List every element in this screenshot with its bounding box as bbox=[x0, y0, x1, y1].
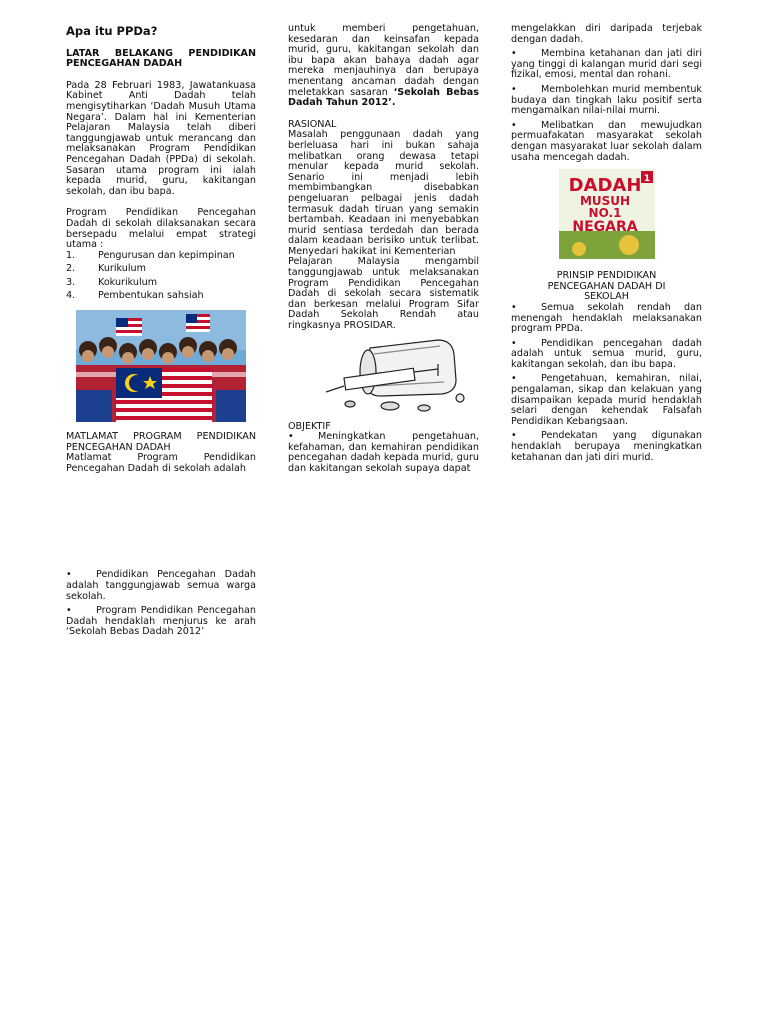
list-item: • Membolehkan murid membentuk budaya dan tingkah laku positif serta mengamalkan nilai-nilai murni. bbox=[511, 83, 702, 117]
paragraph-rasional: Masalah penggunaan dadah yang berleluasa hari ini bukan sahaja melibatkan orang dewasa tetapi menular kepada murid sekolah. Senario ini menjadi lebih membimbangkan disebabkan pengeluaran pelbagai jenis dadah termasuk dadah tiruan yang semakin bertambah. Keadaan ini menyebabkan murid sentiasa terdedah dan berada dalam keadaan berisiko untuk terlibat. Menyedari hakikat ini Kementerian bbox=[288, 129, 479, 257]
list-item: • Semua sekolah rendah dan menengah hendaklah melaksanakan program PPDa. bbox=[511, 301, 702, 335]
strategy-list bbox=[66, 251, 256, 302]
column-middle bbox=[288, 24, 479, 475]
list-item: 4. Pembentukan sahsiah bbox=[66, 290, 204, 302]
list-item: • Melibatkan dan mewujudkan permuafakatan masyarakat sekolah dengan masyarakat luar sekolah dalam usaha mencegah dadah. bbox=[511, 119, 702, 163]
paragraph-latar-belakang: Pada 28 Februari 1983, Jawatankuasa Kabinet Anti Dadah telah mengisytiharkan ‘Dadah Musuh Utama Negara’. Dalam hal ini Kementerian Pelajaran Malaysia telah diberi tanggungjawab untuk merancang dan melaksanakan Program Pendidikan Pencegahan Dadah (PPDa) di sekolah. Sasaran utama program ini ialah kepada murid, guru, kakitangan sekolah, dan ibu bapa. bbox=[66, 79, 256, 197]
column-left bbox=[66, 24, 256, 642]
students-flags-photo bbox=[76, 310, 246, 422]
column-right bbox=[511, 24, 702, 467]
section-heading-matlamat: MATLAMAT PROGRAM PENDIDIKAN PENCEGAHAN DADAH bbox=[66, 431, 256, 453]
paragraph-continued: untuk memberi pengetahuan, kesedaran dan keinsafan kepada murid, guru, kakitangan sekolah dan ibu bapa akan bahaya dadah agar mereka menjauhinya dan berupaya menentang ancaman dadah dengan meletakkan sasaran ‘Sekolah Bebas Dadah Tahun 2012’. bbox=[288, 23, 479, 109]
paragraph-rasional-2: Pelajaran Malaysia mengambil tanggungjawab untuk melaksanakan Program Pendidikan Pencegahan Dadah di sekolah secara sistematik dan berkesan melalui Program Sifar Dadah Sekolah Rendah atau ringkasnya PROSIDAR. bbox=[288, 256, 479, 332]
list-item: • Program Pendidikan Pencegahan Dadah hendaklah menjurus ke arah ‘Sekolah Bebas Dadah 2012’ bbox=[66, 605, 256, 638]
poster-text-musuh: MUSUH bbox=[579, 194, 631, 209]
poster-text-negara: NEGARA bbox=[572, 219, 638, 236]
list-item: • Pengetahuan, kemahiran, nilai, pengalaman, sikap dan kelakuan yang disampaikan kepada murid hendaklah selari dengan kehendak Falsafah Pendidikan Kebangsaan. bbox=[511, 373, 702, 427]
list-item: 2. Kurikulum bbox=[66, 263, 146, 275]
list-item: 3. Kokurikulum bbox=[66, 276, 158, 288]
list-item: • Pendidikan pencegahan dadah adalah untuk semua murid, guru, kakitangan sekolah, dan ibu bapa. bbox=[511, 337, 702, 370]
section-heading-rasional: RASIONAL bbox=[288, 118, 337, 130]
poster-text-dadah: DADAH bbox=[568, 175, 642, 197]
section-heading-prinsip: PRINSIP PENDIDIKAN PENCEGAHAN DADAH DI SEKOLAH bbox=[547, 270, 666, 303]
paragraph-matlamat: Matlamat Program Pendidikan Pencegahan Dadah di sekolah adalah bbox=[66, 452, 256, 474]
poster-badge: 1 bbox=[643, 174, 651, 185]
paragraph-strategi: Program Pendidikan Pencegahan Dadah di sekolah dilaksanakan secara bersepadu melalui empat strategi utama : bbox=[66, 207, 256, 251]
list-item: • Membina ketahanan dan jati diri yang tinggi di kalangan murid dari segi fizikal, emosi, mental dan rohani. bbox=[511, 48, 702, 81]
section-heading-objektif: OBJEKTIF bbox=[288, 420, 331, 432]
list-item: • Pendidikan Pencegahan Dadah adalah tanggungjawab semua warga sekolah. bbox=[66, 569, 256, 602]
poster-text-no1: NO.1 bbox=[588, 206, 622, 221]
syringe-pills-illustration bbox=[320, 336, 470, 414]
document-title: Apa itu PPDa? bbox=[66, 24, 158, 38]
list-item: 1. Pengurusan dan kepimpinan bbox=[66, 249, 235, 261]
dadah-poster bbox=[559, 169, 655, 259]
list-item: • Pendekatan yang digunakan hendaklah berupaya meningkatkan ketahanan dan jati diri murid. bbox=[511, 430, 702, 463]
paragraph-continued-3: mengelakkan diri daripada terjebak dengan dadah. bbox=[511, 23, 702, 45]
section-heading-latar-belakang: LATAR BELAKANG PENDIDIKAN PENCEGAHAN DADAH bbox=[66, 47, 256, 70]
paragraph-objektif: • Meningkatkan pengetahuan, kefahaman, dan kemahiran pendidikan pencegahan dadah kepada murid, guru dan kakitangan sekolah supaya dapat bbox=[288, 431, 479, 474]
